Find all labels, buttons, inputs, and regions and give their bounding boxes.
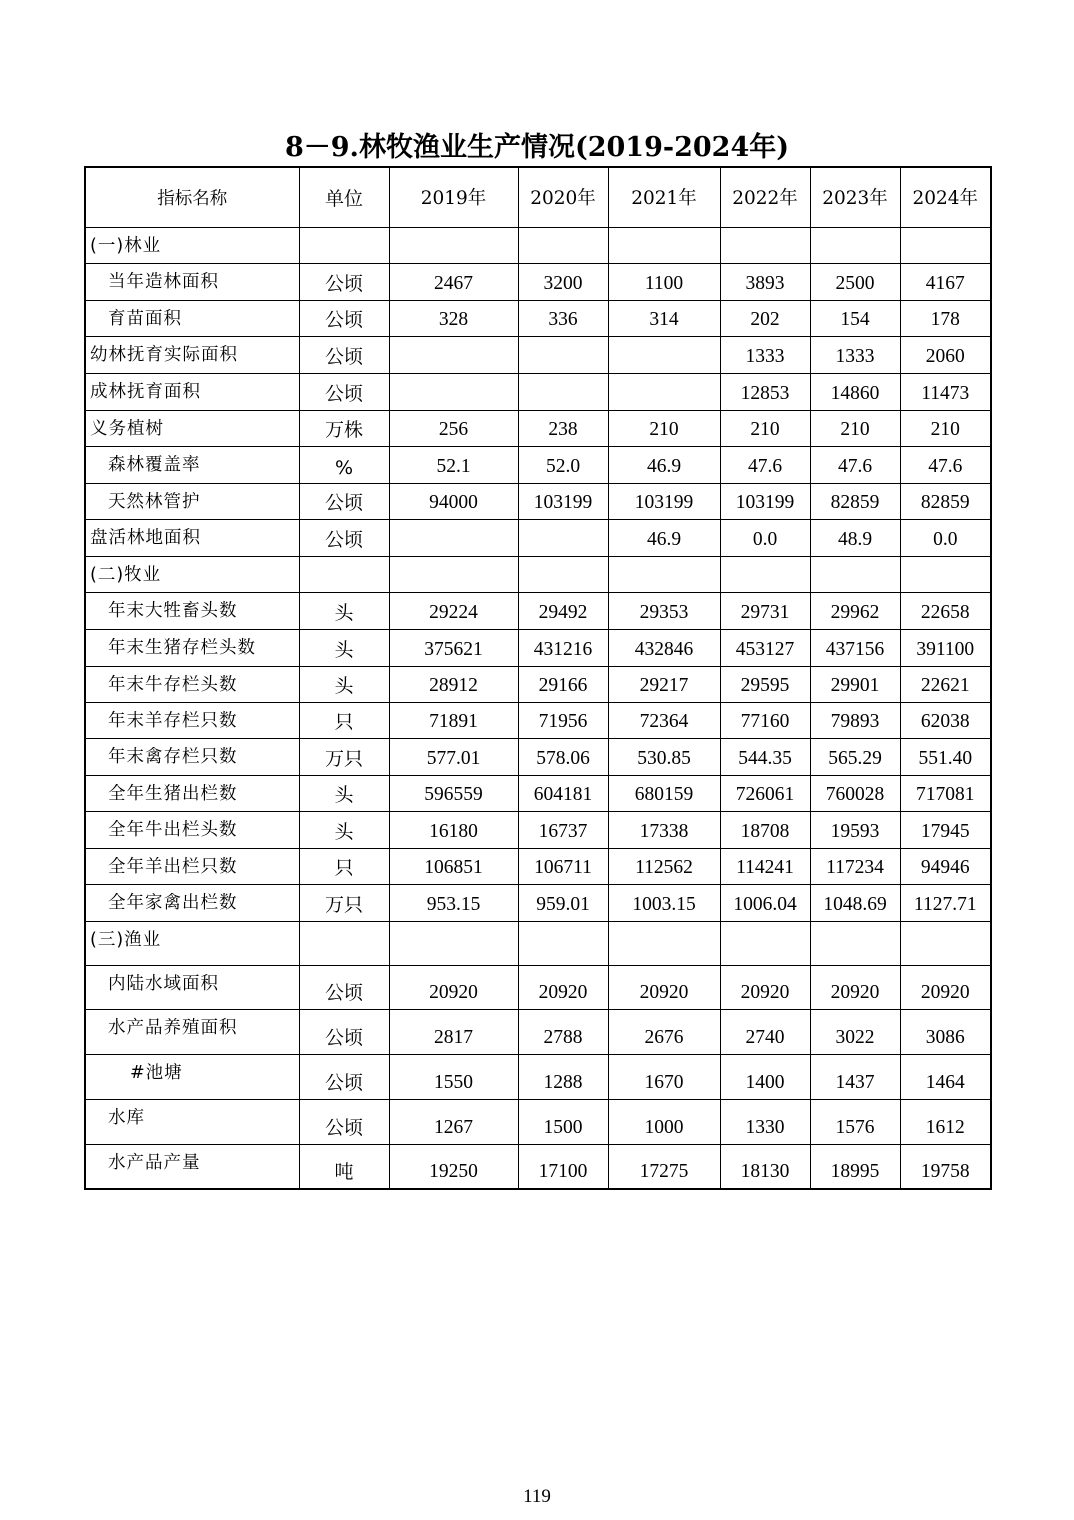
value-cell: 11473 [900, 373, 991, 410]
indicator-name-cell: 年末生猪存栏头数 [85, 629, 299, 666]
value-cell: 953.15 [389, 884, 518, 921]
indicator-name-cell: 义务植树 [85, 410, 299, 446]
value-cell: 210 [810, 410, 900, 446]
value-cell: 117234 [810, 848, 900, 884]
value-cell: 22621 [900, 666, 991, 702]
value-cell: 19758 [900, 1144, 991, 1189]
table-row [85, 300, 991, 336]
value-cell: 18995 [810, 1144, 900, 1189]
value-cell: 19593 [810, 811, 900, 848]
value-cell: 29962 [810, 592, 900, 629]
value-cell: 604181 [518, 775, 608, 811]
unit-cell: 头 [299, 666, 389, 702]
value-cell: 17945 [900, 811, 991, 848]
unit-cell: % [299, 446, 389, 483]
value-cell: 530.85 [608, 738, 720, 775]
unit-cell: 万只 [299, 738, 389, 775]
value-cell: 578.06 [518, 738, 608, 775]
header-year-2022: 2022年 [720, 167, 810, 227]
value-cell: 959.01 [518, 884, 608, 921]
value-cell: 29166 [518, 666, 608, 702]
header-year-2024: 2024年 [900, 167, 991, 227]
unit-cell: 公顷 [299, 263, 389, 300]
value-cell: 1333 [810, 336, 900, 373]
value-cell: 4167 [900, 263, 991, 300]
value-cell: 1003.15 [608, 884, 720, 921]
value-cell: 28912 [389, 666, 518, 702]
value-cell: 1006.04 [720, 884, 810, 921]
indicator-name-cell: 全年羊出栏只数 [85, 848, 299, 884]
table-row [85, 1099, 991, 1144]
table-header-row [85, 167, 991, 227]
value-cell: 47.6 [720, 446, 810, 483]
value-cell: 551.40 [900, 738, 991, 775]
unit-cell: 公顷 [299, 1009, 389, 1054]
value-cell [608, 921, 720, 965]
value-cell: 2740 [720, 1009, 810, 1054]
table-row [85, 373, 991, 410]
value-cell: 106711 [518, 848, 608, 884]
value-cell: 2676 [608, 1009, 720, 1054]
table-row [85, 666, 991, 702]
value-cell: 82859 [900, 483, 991, 519]
value-cell [720, 556, 810, 592]
value-cell: 82859 [810, 483, 900, 519]
value-cell: 22658 [900, 592, 991, 629]
indicator-name-cell: 水产品产量 [85, 1144, 299, 1189]
value-cell: 596559 [389, 775, 518, 811]
value-cell: 1333 [720, 336, 810, 373]
value-cell: 717081 [900, 775, 991, 811]
table-row [85, 921, 991, 965]
value-cell: 726061 [720, 775, 810, 811]
table-row [85, 1009, 991, 1054]
unit-cell [299, 227, 389, 263]
value-cell: 103199 [720, 483, 810, 519]
value-cell: 154 [810, 300, 900, 336]
value-cell [518, 336, 608, 373]
indicator-name-cell: 年末牛存栏头数 [85, 666, 299, 702]
header-year-2020: 2020年 [518, 167, 608, 227]
page-title: 8－9.林牧渔业生产情况(2019-2024年) [284, 132, 790, 163]
value-cell: 72364 [608, 702, 720, 738]
value-cell: 1670 [608, 1054, 720, 1099]
value-cell [900, 227, 991, 263]
table-row [85, 811, 991, 848]
value-cell: 47.6 [900, 446, 991, 483]
value-cell [900, 556, 991, 592]
value-cell: 46.9 [608, 519, 720, 556]
value-cell: 29731 [720, 592, 810, 629]
value-cell: 1127.71 [900, 884, 991, 921]
value-cell: 210 [720, 410, 810, 446]
value-cell: 29224 [389, 592, 518, 629]
indicator-name-cell: 水产品养殖面积 [85, 1009, 299, 1054]
indicator-name-cell: 水库 [85, 1099, 299, 1144]
value-cell: 1048.69 [810, 884, 900, 921]
value-cell: 20920 [720, 965, 810, 1009]
unit-cell: 公顷 [299, 336, 389, 373]
value-cell: 1267 [389, 1099, 518, 1144]
value-cell: 3022 [810, 1009, 900, 1054]
unit-cell: 万株 [299, 410, 389, 446]
indicator-name-cell: 全年家禽出栏数 [85, 884, 299, 921]
indicator-name-cell: 年末羊存栏只数 [85, 702, 299, 738]
value-cell [608, 556, 720, 592]
value-cell: 77160 [720, 702, 810, 738]
unit-cell: 公顷 [299, 519, 389, 556]
unit-cell: 头 [299, 629, 389, 666]
value-cell [518, 556, 608, 592]
header-unit: 单位 [299, 167, 389, 227]
value-cell: 437156 [810, 629, 900, 666]
value-cell: 336 [518, 300, 608, 336]
value-cell: 0.0 [720, 519, 810, 556]
page-number: 119 [523, 1486, 551, 1507]
header-year-2021: 2021年 [608, 167, 720, 227]
value-cell: 20920 [810, 965, 900, 1009]
value-cell: 29353 [608, 592, 720, 629]
value-cell [720, 227, 810, 263]
header-year-2023: 2023年 [810, 167, 900, 227]
value-cell [810, 227, 900, 263]
value-cell: 256 [389, 410, 518, 446]
table-row [85, 446, 991, 483]
value-cell: 71891 [389, 702, 518, 738]
unit-cell: 吨 [299, 1144, 389, 1189]
table-row [85, 483, 991, 519]
unit-cell: 只 [299, 848, 389, 884]
indicator-name-cell: 全年牛出栏头数 [85, 811, 299, 848]
table-row [85, 629, 991, 666]
table-row [85, 519, 991, 556]
table-row [85, 410, 991, 446]
header-year-2019: 2019年 [389, 167, 518, 227]
table-body [85, 227, 991, 1189]
indicator-name-cell: 育苗面积 [85, 300, 299, 336]
table-row [85, 592, 991, 629]
value-cell: 202 [720, 300, 810, 336]
unit-cell: 头 [299, 592, 389, 629]
table-row [85, 738, 991, 775]
value-cell: 431216 [518, 629, 608, 666]
value-cell: 0.0 [900, 519, 991, 556]
table-row [85, 1144, 991, 1189]
value-cell [389, 227, 518, 263]
value-cell [518, 373, 608, 410]
unit-cell: 公顷 [299, 373, 389, 410]
value-cell [518, 921, 608, 965]
value-cell: 48.9 [810, 519, 900, 556]
indicator-name-cell: (三)渔业 [85, 921, 299, 965]
unit-cell: 公顷 [299, 1054, 389, 1099]
unit-cell: 万只 [299, 884, 389, 921]
value-cell: 2060 [900, 336, 991, 373]
value-cell: 760028 [810, 775, 900, 811]
value-cell: 103199 [518, 483, 608, 519]
value-cell: 52.1 [389, 446, 518, 483]
value-cell: 1576 [810, 1099, 900, 1144]
value-cell: 94946 [900, 848, 991, 884]
value-cell [389, 336, 518, 373]
value-cell [389, 921, 518, 965]
unit-cell: 头 [299, 811, 389, 848]
value-cell [720, 921, 810, 965]
value-cell: 103199 [608, 483, 720, 519]
value-cell: 314 [608, 300, 720, 336]
indicator-name-cell: 全年生猪出栏数 [85, 775, 299, 811]
indicator-name-cell: 内陆水域面积 [85, 965, 299, 1009]
value-cell: 62038 [900, 702, 991, 738]
indicator-name-cell: 盘活林地面积 [85, 519, 299, 556]
indicator-name-cell: 森林覆盖率 [85, 446, 299, 483]
value-cell [900, 921, 991, 965]
indicator-name-cell: (二)牧业 [85, 556, 299, 592]
value-cell [608, 373, 720, 410]
value-cell: 94000 [389, 483, 518, 519]
indicator-name-cell: 年末大牲畜头数 [85, 592, 299, 629]
value-cell: 17338 [608, 811, 720, 848]
value-cell: 1100 [608, 263, 720, 300]
value-cell: 1437 [810, 1054, 900, 1099]
table-row [85, 965, 991, 1009]
unit-cell: 公顷 [299, 965, 389, 1009]
value-cell: 1000 [608, 1099, 720, 1144]
indicator-name-cell: #池塘 [85, 1054, 299, 1099]
table-row [85, 848, 991, 884]
value-cell: 2788 [518, 1009, 608, 1054]
table-row [85, 884, 991, 921]
value-cell: 680159 [608, 775, 720, 811]
value-cell: 14860 [810, 373, 900, 410]
value-cell: 46.9 [608, 446, 720, 483]
table-row [85, 336, 991, 373]
value-cell [608, 227, 720, 263]
value-cell [518, 519, 608, 556]
value-cell: 20920 [900, 965, 991, 1009]
table-row [85, 775, 991, 811]
value-cell: 544.35 [720, 738, 810, 775]
value-cell: 29492 [518, 592, 608, 629]
unit-cell: 公顷 [299, 483, 389, 519]
value-cell: 210 [608, 410, 720, 446]
unit-cell [299, 556, 389, 592]
value-cell: 391100 [900, 629, 991, 666]
value-cell: 1464 [900, 1054, 991, 1099]
value-cell: 1400 [720, 1054, 810, 1099]
value-cell [389, 556, 518, 592]
value-cell: 1612 [900, 1099, 991, 1144]
value-cell: 375621 [389, 629, 518, 666]
value-cell: 17275 [608, 1144, 720, 1189]
unit-cell [299, 921, 389, 965]
value-cell [389, 519, 518, 556]
value-cell: 20920 [389, 965, 518, 1009]
value-cell: 1550 [389, 1054, 518, 1099]
indicator-name-cell: 年末禽存栏只数 [85, 738, 299, 775]
unit-cell: 只 [299, 702, 389, 738]
value-cell: 577.01 [389, 738, 518, 775]
value-cell: 238 [518, 410, 608, 446]
value-cell: 3086 [900, 1009, 991, 1054]
value-cell: 112562 [608, 848, 720, 884]
value-cell [810, 921, 900, 965]
value-cell: 29595 [720, 666, 810, 702]
value-cell: 16180 [389, 811, 518, 848]
value-cell: 178 [900, 300, 991, 336]
indicator-name-cell: 天然林管护 [85, 483, 299, 519]
value-cell: 12853 [720, 373, 810, 410]
table-row [85, 263, 991, 300]
value-cell: 114241 [720, 848, 810, 884]
value-cell: 19250 [389, 1144, 518, 1189]
header-indicator-name: 指标名称 [85, 167, 299, 227]
value-cell: 20920 [608, 965, 720, 1009]
value-cell: 18708 [720, 811, 810, 848]
value-cell: 1288 [518, 1054, 608, 1099]
value-cell [608, 336, 720, 373]
value-cell [810, 556, 900, 592]
value-cell [518, 227, 608, 263]
value-cell: 328 [389, 300, 518, 336]
value-cell: 3200 [518, 263, 608, 300]
value-cell: 1500 [518, 1099, 608, 1144]
value-cell: 29217 [608, 666, 720, 702]
value-cell: 79893 [810, 702, 900, 738]
value-cell: 17100 [518, 1144, 608, 1189]
indicator-name-cell: 当年造林面积 [85, 263, 299, 300]
value-cell: 20920 [518, 965, 608, 1009]
value-cell: 432846 [608, 629, 720, 666]
value-cell: 2467 [389, 263, 518, 300]
statistics-table [84, 166, 992, 1190]
unit-cell: 公顷 [299, 1099, 389, 1144]
table-row [85, 556, 991, 592]
unit-cell: 公顷 [299, 300, 389, 336]
table-row [85, 702, 991, 738]
value-cell: 71956 [518, 702, 608, 738]
table-row [85, 1054, 991, 1099]
value-cell: 565.29 [810, 738, 900, 775]
indicator-name-cell: 幼林抚育实际面积 [85, 336, 299, 373]
value-cell: 52.0 [518, 446, 608, 483]
indicator-name-cell: 成林抚育面积 [85, 373, 299, 410]
value-cell: 210 [900, 410, 991, 446]
value-cell: 2817 [389, 1009, 518, 1054]
value-cell: 29901 [810, 666, 900, 702]
value-cell: 453127 [720, 629, 810, 666]
value-cell: 47.6 [810, 446, 900, 483]
value-cell: 106851 [389, 848, 518, 884]
value-cell [389, 373, 518, 410]
value-cell: 16737 [518, 811, 608, 848]
value-cell: 3893 [720, 263, 810, 300]
value-cell: 2500 [810, 263, 900, 300]
table-row [85, 227, 991, 263]
value-cell: 18130 [720, 1144, 810, 1189]
unit-cell: 头 [299, 775, 389, 811]
value-cell: 1330 [720, 1099, 810, 1144]
indicator-name-cell: (一)林业 [85, 227, 299, 263]
